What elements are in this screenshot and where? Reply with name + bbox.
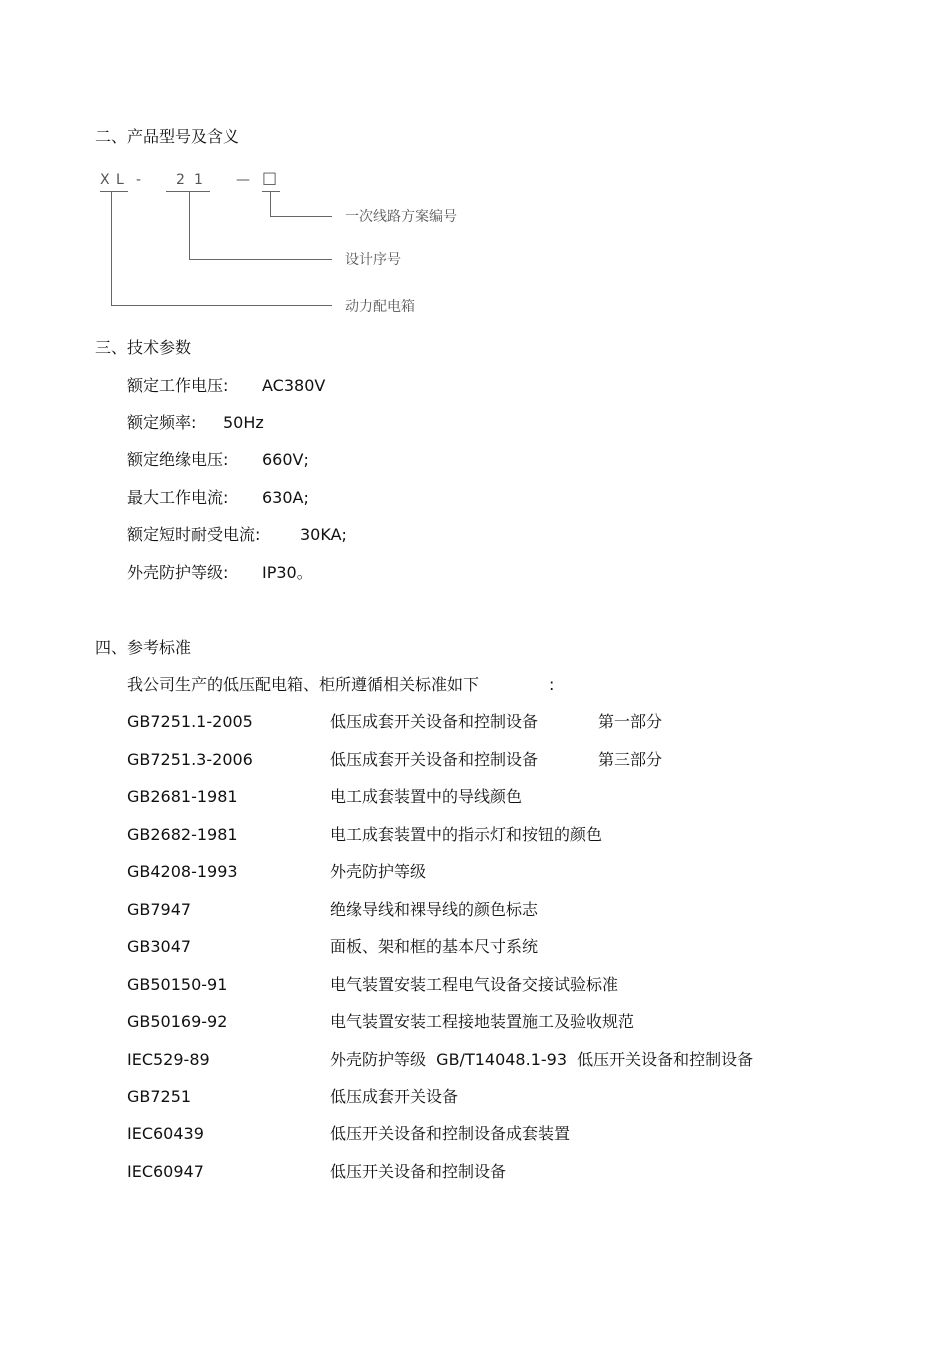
standard-title: 面板、架和框的基本尺寸系统	[330, 937, 539, 956]
standard-title: 低压开关设备和控制设备	[330, 1162, 507, 1181]
standard-code: IEC60439	[127, 1124, 204, 1143]
section-heading-model: 二、产品型号及含义	[95, 127, 240, 146]
standards-intro-colon: :	[549, 675, 555, 694]
label-design-serial: 设计序号	[345, 252, 401, 268]
underline-21	[166, 191, 210, 192]
standard-title: 电气装置安装工程电气设备交接试验标准	[330, 975, 619, 994]
standard-title: 低压开关设备和控制设备成套装置	[330, 1124, 571, 1143]
model-code-char: □	[262, 168, 278, 187]
standard-title: 绝缘导线和裸导线的颜色标志	[330, 900, 539, 919]
leader-design-vertical	[189, 192, 190, 259]
section-heading-params: 三、技术参数	[95, 338, 192, 357]
standard-part: 第三部分	[598, 750, 663, 769]
standard-code: GB7251.3-2006	[127, 750, 253, 769]
standard-code: GB50169-92	[127, 1012, 228, 1031]
standard-title: 低压成套开关设备和控制设备	[330, 712, 539, 731]
param-label: 最大工作电流:	[127, 488, 229, 507]
leader-box-horizontal	[111, 305, 332, 306]
section-heading-standards: 四、参考标准	[95, 638, 192, 657]
model-code-char: —	[236, 172, 250, 188]
standard-title: 低压成套开关设备和控制设备	[330, 750, 539, 769]
standard-title: 电工成套装置中的导线颜色	[330, 787, 523, 806]
standard-code: GB50150-91	[127, 975, 228, 994]
standard-part: 第一部分	[598, 712, 663, 731]
label-power-box: 动力配电箱	[345, 299, 415, 315]
model-code-char: 2	[176, 172, 185, 188]
standard-code: GB3047	[127, 937, 192, 956]
param-value: 630A;	[262, 488, 309, 507]
standard-code: GB7251	[127, 1087, 192, 1106]
leader-design-horizontal	[189, 259, 332, 260]
standards-intro: 我公司生产的低压配电箱、柜所遵循相关标准如下	[127, 675, 480, 694]
param-label: 外壳防护等级:	[127, 563, 229, 582]
standard-code: IEC529-89	[127, 1050, 210, 1069]
standard-title: 电工成套装置中的指示灯和按钮的颜色	[330, 825, 603, 844]
underline-xl	[100, 191, 128, 192]
param-label: 额定频率:	[127, 413, 197, 432]
param-value: 660V;	[262, 450, 309, 469]
model-code-char: 1	[194, 172, 203, 188]
param-value: 30KA;	[300, 525, 347, 544]
standard-title: 外壳防护等级	[330, 862, 427, 881]
param-value: IP30。	[262, 563, 313, 582]
param-label: 额定短时耐受电流:	[127, 525, 261, 544]
model-code-char: -	[136, 172, 142, 188]
standard-title: 低压成套开关设备	[330, 1087, 459, 1106]
underline-box	[262, 191, 280, 192]
param-value: 50Hz	[223, 413, 264, 432]
standard-code: GB2682-1981	[127, 825, 238, 844]
param-value: AC380V	[262, 376, 326, 395]
standard-code: GB7251.1-2005	[127, 712, 253, 731]
standard-title: 外壳防护等级 GB/T14048.1-93 低压开关设备和控制设备	[330, 1050, 754, 1069]
standard-code: GB2681-1981	[127, 787, 238, 806]
standard-code: GB7947	[127, 900, 192, 919]
param-label: 额定工作电压:	[127, 376, 229, 395]
leader-scheme-vertical	[270, 192, 271, 216]
param-label: 额定绝缘电压:	[127, 450, 229, 469]
standard-title: 电气装置安装工程接地装置施工及验收规范	[330, 1012, 635, 1031]
leader-scheme-horizontal	[270, 216, 332, 217]
model-code-char: X	[100, 172, 110, 188]
model-code-char: L	[116, 172, 124, 188]
standard-code: GB4208-1993	[127, 862, 238, 881]
leader-box-vertical	[111, 192, 112, 305]
standard-code: IEC60947	[127, 1162, 204, 1181]
label-scheme-number: 一次线路方案编号	[345, 209, 457, 225]
